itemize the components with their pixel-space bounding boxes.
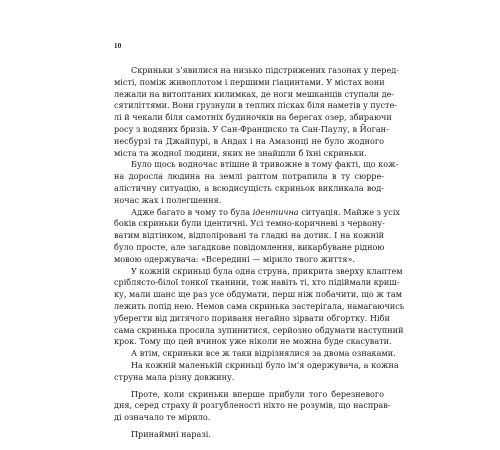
text-line: ді означало те мірило. [114,412,211,423]
text-line: лежали на витоптаних килимках, де ноги мешканців ступали де- [114,88,395,99]
text-line: несбурзі та Джайпурі, в Андах і на Амазонці не було жодного [114,135,384,146]
text-line: на доросла людина на землі раптом потрапила в ту сюрре- [114,171,384,182]
text-line: було просте, але загадкове повідомлення, викарбуване рідною [114,241,385,252]
paragraph [114,388,391,424]
text-line: дня, серед страху й розгубленості ніхто не розумів, що насправ- [114,400,391,411]
text-line: лі й чекали біля самотніх будиночків на берегах озер, збираючи [114,112,392,123]
text-line: У кожній скриньці була одна струна, прикрита зверху клаптем [131,265,403,276]
text-line: Адже багато в чому то була ідентична ситуація. Майже з усіх [131,206,400,217]
text-line: струна мала різну довжину. [114,371,235,382]
text-line: ватим відтінком, відполіровані та гладкі на дотик. І на кожній [114,230,384,241]
text-line: сятиліттями. Вони грузнули в теплих пісках біля наметів у пусте- [114,100,397,111]
paragraph [114,65,399,159]
text-line: сама скринька просила зупинитися, серйозно обдумати наступний [114,324,404,335]
text-line: ку, мали шанс ще раз усе обдумати, перш ніж побачити, що ж там [114,289,402,300]
paragraph [114,159,399,206]
text-line: На кожній маленькій скриньці було ім’я одержувача, а кожна [131,359,399,370]
text-line: міста та жодної людини, яких не знайшли б їхні скриньки. [114,147,367,158]
text-line: Проте, коли скриньки вперше прибули того березневого [131,388,384,399]
text-line: лежить попід нею. Немов сама скринька застерігала, намагаючись [114,300,405,311]
text-line: ночас жах і полегшення. [114,194,222,205]
text-line: крок. Тому що цей вчинок уже ніколи не можна буде скасувати. [114,336,392,347]
text-line: місті, поміж живоплотом і першими гіацинтами. У містах вони [114,76,385,87]
text-line: алістичну ситуацію, а всюдисущість скриньок викликала вод- [114,182,384,193]
paragraph [114,359,399,384]
paragraph [114,265,405,349]
text-line: боків скриньки були ідентичні. Усі темно-коричневі з червону- [114,218,385,229]
text-line: росу з водяних бризів. У Сан-Франциско та Сан-Паулу, в Йоган- [114,123,389,134]
text-line: А втім, скриньки все ж таки відрізнялися за двома ознаками. [131,348,396,359]
paragraph [114,348,396,360]
paragraph [114,206,400,266]
text-line: Було щось водночас втішне й тривожне в тому факті, що кож- [131,159,399,170]
text-line: Принаймні наразі. [131,428,211,439]
page-number: 10 [114,42,122,50]
text-line: мовою одержувача: «Всередині — мірило твого життя». [114,253,355,264]
text-line: сріблясто-білої тонкої тканини, тож навіть ті, хто підіймали криш- [114,277,400,288]
text-line: уберегти від дитячого пориваня негайно зірвати обгортку. Ніби [114,312,390,323]
paragraph [114,429,384,441]
body-text [114,65,405,441]
text-line: Скриньки з’явилися на низько підстрижених газонах у перед- [131,65,399,75]
